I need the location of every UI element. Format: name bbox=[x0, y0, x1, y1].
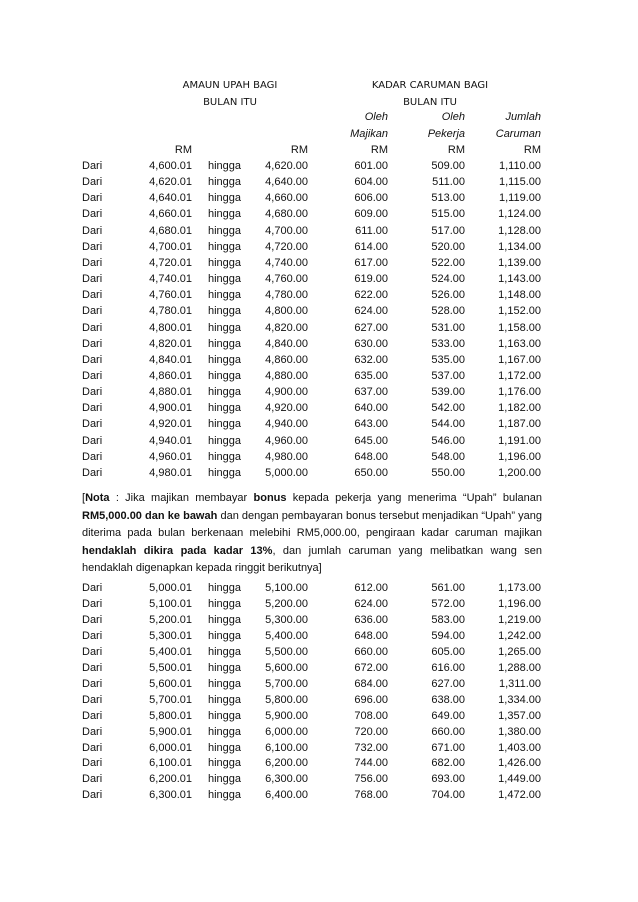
dari-label: Dari bbox=[82, 289, 103, 302]
amount-to: 4,700.00 bbox=[265, 224, 308, 237]
amount-from: 5,700.01 bbox=[149, 693, 192, 706]
amount-to: 4,760.00 bbox=[265, 273, 308, 286]
amount-from: 5,500.01 bbox=[149, 661, 192, 674]
hingga-label: hingga bbox=[208, 402, 242, 415]
pekerja-value: 594.00 bbox=[431, 629, 465, 642]
jumlah-value: 1,148.00 bbox=[498, 289, 541, 302]
hingga-label: hingga bbox=[208, 613, 242, 626]
amount-to: 4,980.00 bbox=[265, 450, 308, 463]
hingga-label: hingga bbox=[208, 693, 242, 706]
amount-to: 4,640.00 bbox=[265, 176, 308, 189]
pekerja-value: 531.00 bbox=[431, 321, 465, 334]
hingga-label: hingga bbox=[208, 450, 242, 463]
table-row bbox=[0, 160, 638, 177]
hingga-label: hingga bbox=[208, 709, 242, 722]
hingga-label: hingga bbox=[208, 369, 242, 382]
majikan-value: 624.00 bbox=[354, 305, 388, 318]
amount-from: 4,640.01 bbox=[149, 192, 192, 205]
jumlah-value: 1,139.00 bbox=[498, 256, 541, 269]
majikan-value: 619.00 bbox=[354, 273, 388, 286]
table-row bbox=[0, 386, 638, 403]
amount-to: 4,680.00 bbox=[265, 208, 308, 221]
table-row bbox=[0, 225, 638, 242]
amount-to: 4,720.00 bbox=[265, 240, 308, 253]
jumlah-value: 1,187.00 bbox=[498, 418, 541, 431]
pekerja-value: 660.00 bbox=[431, 725, 465, 738]
pekerja-value: 546.00 bbox=[431, 434, 465, 447]
pekerja-value: 583.00 bbox=[431, 613, 465, 626]
amount-from: 6,000.01 bbox=[149, 741, 192, 754]
amount-from: 4,980.01 bbox=[149, 466, 192, 479]
pekerja-value: 509.00 bbox=[431, 160, 465, 172]
hingga-label: hingga bbox=[208, 418, 242, 431]
jumlah-value: 1,196.00 bbox=[498, 450, 541, 463]
amount-from: 4,600.01 bbox=[149, 160, 192, 172]
majikan-value: 624.00 bbox=[354, 597, 388, 610]
majikan-value: 645.00 bbox=[354, 434, 388, 447]
dari-label: Dari bbox=[82, 613, 103, 626]
jumlah-value: 1,167.00 bbox=[498, 353, 541, 366]
hingga-label: hingga bbox=[208, 337, 242, 350]
amount-from: 4,880.01 bbox=[149, 386, 192, 399]
majikan-value: 632.00 bbox=[354, 353, 388, 366]
amount-from: 5,100.01 bbox=[149, 597, 192, 610]
jumlah-value: 1,426.00 bbox=[498, 757, 541, 770]
rm-label-majikan: RM bbox=[370, 144, 388, 156]
table-row bbox=[0, 176, 638, 193]
jumlah-value: 1,182.00 bbox=[498, 402, 541, 415]
table-row bbox=[0, 435, 638, 452]
oleh-majikan-label-2: Majikan bbox=[350, 128, 388, 140]
hingga-label: hingga bbox=[208, 757, 242, 770]
jumlah-value: 1,143.00 bbox=[498, 273, 541, 286]
dari-label: Dari bbox=[82, 773, 103, 786]
jumlah-value: 1,334.00 bbox=[498, 693, 541, 706]
amount-from: 4,920.01 bbox=[149, 418, 192, 431]
jumlah-value: 1,163.00 bbox=[498, 337, 541, 350]
amount-to: 5,100.00 bbox=[265, 582, 308, 594]
amount-to: 4,940.00 bbox=[265, 418, 308, 431]
table-row bbox=[0, 305, 638, 322]
table-row bbox=[0, 354, 638, 371]
hingga-label: hingga bbox=[208, 741, 242, 754]
majikan-value: 604.00 bbox=[354, 176, 388, 189]
dari-label: Dari bbox=[82, 677, 103, 690]
majikan-value: 643.00 bbox=[354, 418, 388, 431]
table-row bbox=[0, 598, 638, 615]
table-row bbox=[0, 710, 638, 727]
pekerja-value: 627.00 bbox=[431, 677, 465, 690]
hingga-label: hingga bbox=[208, 224, 242, 237]
table-row bbox=[0, 273, 638, 290]
amount-from: 4,960.01 bbox=[149, 450, 192, 463]
jumlah-value: 1,357.00 bbox=[498, 709, 541, 722]
jumlah-value: 1,110.00 bbox=[498, 160, 541, 172]
dari-label: Dari bbox=[82, 369, 103, 382]
majikan-value: 601.00 bbox=[354, 160, 388, 172]
pekerja-value: 524.00 bbox=[431, 273, 465, 286]
jumlah-value: 1,158.00 bbox=[498, 321, 541, 334]
pekerja-value: 561.00 bbox=[431, 582, 465, 594]
majikan-value: 612.00 bbox=[354, 582, 388, 594]
amount-from: 4,720.01 bbox=[149, 256, 192, 269]
jumlah-value: 1,119.00 bbox=[498, 192, 541, 205]
pekerja-value: 535.00 bbox=[431, 353, 465, 366]
kadar-header-line1: KADAR CARUMAN BAGI bbox=[371, 80, 489, 91]
majikan-value: 637.00 bbox=[354, 386, 388, 399]
note-text-2: : Jika majikan membayar bbox=[109, 492, 254, 504]
amount-from: 4,700.01 bbox=[149, 240, 192, 253]
dari-label: Dari bbox=[82, 386, 103, 399]
majikan-value: 648.00 bbox=[354, 629, 388, 642]
amaun-header-line2: BULAN ITU bbox=[203, 97, 257, 108]
dari-label: Dari bbox=[82, 661, 103, 674]
dari-label: Dari bbox=[82, 160, 103, 172]
note-text-4: dan dengan pembayaran bonus tersebut menjadikan “Upah” yang diterima pada bulan berkenaan melebihi RM5,000.00, pengiraan kadar caruman majikan bbox=[82, 509, 542, 540]
hingga-label: hingga bbox=[208, 773, 242, 786]
amount-to: 4,900.00 bbox=[265, 386, 308, 399]
dari-label: Dari bbox=[82, 273, 103, 286]
hingga-label: hingga bbox=[208, 176, 242, 189]
dari-label: Dari bbox=[82, 645, 103, 658]
amount-from: 6,200.01 bbox=[149, 773, 192, 786]
amount-to: 5,600.00 bbox=[265, 661, 308, 674]
amount-to: 4,620.00 bbox=[265, 160, 308, 172]
hingga-label: hingga bbox=[208, 240, 242, 253]
jumlah-value: 1,115.00 bbox=[498, 176, 541, 189]
hingga-label: hingga bbox=[208, 597, 242, 610]
dari-label: Dari bbox=[82, 305, 103, 318]
jumlah-value: 1,265.00 bbox=[498, 645, 541, 658]
jumlah-value: 1,173.00 bbox=[498, 582, 541, 594]
hingga-label: hingga bbox=[208, 725, 242, 738]
dari-label: Dari bbox=[82, 725, 103, 738]
amount-from: 5,900.01 bbox=[149, 725, 192, 738]
jumlah-value: 1,311.00 bbox=[498, 677, 541, 690]
table-row bbox=[0, 773, 638, 790]
hingga-label: hingga bbox=[208, 386, 242, 399]
amount-to: 5,900.00 bbox=[265, 709, 308, 722]
table-row bbox=[0, 582, 638, 599]
hingga-label: hingga bbox=[208, 582, 242, 594]
hingga-label: hingga bbox=[208, 661, 242, 674]
amount-to: 5,800.00 bbox=[265, 693, 308, 706]
jumlah-value: 1,472.00 bbox=[498, 789, 541, 802]
hingga-label: hingga bbox=[208, 192, 242, 205]
hingga-label: hingga bbox=[208, 353, 242, 366]
dari-label: Dari bbox=[82, 709, 103, 722]
jumlah-value: 1,152.00 bbox=[498, 305, 541, 318]
majikan-value: 609.00 bbox=[354, 208, 388, 221]
amount-from: 4,740.01 bbox=[149, 273, 192, 286]
oleh-pekerja-label-1: Oleh bbox=[441, 111, 465, 123]
table-row bbox=[0, 402, 638, 419]
amount-to: 4,780.00 bbox=[265, 289, 308, 302]
pekerja-value: 522.00 bbox=[431, 256, 465, 269]
dari-label: Dari bbox=[82, 597, 103, 610]
hingga-label: hingga bbox=[208, 289, 242, 302]
jumlah-value: 1,124.00 bbox=[498, 208, 541, 221]
table-row bbox=[0, 757, 638, 774]
table-row bbox=[0, 241, 638, 258]
rm-label-jumlah: RM bbox=[523, 144, 541, 156]
amount-from: 4,940.01 bbox=[149, 434, 192, 447]
pekerja-value: 693.00 bbox=[431, 773, 465, 786]
jumlah-value: 1,128.00 bbox=[498, 224, 541, 237]
pekerja-value: 520.00 bbox=[431, 240, 465, 253]
majikan-value: 672.00 bbox=[354, 661, 388, 674]
rm-label-to: RM bbox=[290, 144, 308, 156]
amount-to: 5,000.00 bbox=[265, 466, 308, 479]
dari-label: Dari bbox=[82, 353, 103, 366]
note-bold-rate: hendaklah dikira pada kadar 13% bbox=[82, 544, 273, 557]
dari-label: Dari bbox=[82, 321, 103, 334]
amount-from: 5,200.01 bbox=[149, 613, 192, 626]
table-row bbox=[0, 614, 638, 631]
amount-from: 6,300.01 bbox=[149, 789, 192, 802]
pekerja-value: 671.00 bbox=[431, 741, 465, 754]
rm-label-pekerja: RM bbox=[447, 144, 465, 156]
table-row bbox=[0, 694, 638, 711]
jumlah-value: 1,196.00 bbox=[498, 597, 541, 610]
jumlah-value: 1,200.00 bbox=[498, 466, 541, 479]
amount-from: 4,620.01 bbox=[149, 176, 192, 189]
pekerja-value: 616.00 bbox=[431, 661, 465, 674]
note-text-3: kepada pekerja yang menerima “Upah” bulanan bbox=[286, 492, 542, 504]
hingga-label: hingga bbox=[208, 160, 242, 172]
majikan-value: 627.00 bbox=[354, 321, 388, 334]
table-row bbox=[0, 789, 638, 806]
amount-to: 4,920.00 bbox=[265, 402, 308, 415]
majikan-value: 640.00 bbox=[354, 402, 388, 415]
majikan-value: 660.00 bbox=[354, 645, 388, 658]
table-row bbox=[0, 338, 638, 355]
oleh-pekerja-label-2: Pekerja bbox=[427, 128, 465, 140]
dari-label: Dari bbox=[82, 693, 103, 706]
amount-from: 5,000.01 bbox=[149, 582, 192, 594]
dari-label: Dari bbox=[82, 466, 103, 479]
majikan-value: 614.00 bbox=[354, 240, 388, 253]
amount-to: 4,800.00 bbox=[265, 305, 308, 318]
table-row bbox=[0, 726, 638, 743]
amount-from: 6,100.01 bbox=[149, 757, 192, 770]
majikan-value: 684.00 bbox=[354, 677, 388, 690]
majikan-value: 622.00 bbox=[354, 289, 388, 302]
note-bold-bonus: bonus bbox=[253, 492, 287, 504]
amount-to: 4,820.00 bbox=[265, 321, 308, 334]
hingga-label: hingga bbox=[208, 645, 242, 658]
bonus-note bbox=[82, 490, 542, 578]
pekerja-value: 515.00 bbox=[431, 208, 465, 221]
amaun-header-line1: AMAUN UPAH BAGI bbox=[182, 80, 278, 91]
amount-from: 4,860.01 bbox=[149, 369, 192, 382]
majikan-value: 720.00 bbox=[354, 725, 388, 738]
dari-label: Dari bbox=[82, 741, 103, 754]
amount-from: 4,760.01 bbox=[149, 289, 192, 302]
majikan-value: 617.00 bbox=[354, 256, 388, 269]
majikan-value: 756.00 bbox=[354, 773, 388, 786]
dari-label: Dari bbox=[82, 434, 103, 447]
pekerja-value: 544.00 bbox=[431, 418, 465, 431]
jumlah-value: 1,172.00 bbox=[498, 369, 541, 382]
note-text-5: , dan jumlah caruman yang melibatkan wang sen hendaklah digenapkan kepada ringgit berikutnya] bbox=[82, 544, 542, 575]
amount-to: 5,500.00 bbox=[265, 645, 308, 658]
pekerja-value: 548.00 bbox=[431, 450, 465, 463]
hingga-label: hingga bbox=[208, 256, 242, 269]
dari-label: Dari bbox=[82, 256, 103, 269]
dari-label: Dari bbox=[82, 757, 103, 770]
amount-from: 4,680.01 bbox=[149, 224, 192, 237]
dari-label: Dari bbox=[82, 582, 103, 594]
amount-from: 4,800.01 bbox=[149, 321, 192, 334]
table-row bbox=[0, 467, 638, 484]
amount-to: 4,880.00 bbox=[265, 369, 308, 382]
table-row bbox=[0, 370, 638, 387]
amount-to: 5,400.00 bbox=[265, 629, 308, 642]
pekerja-value: 517.00 bbox=[431, 224, 465, 237]
majikan-value: 606.00 bbox=[354, 192, 388, 205]
pekerja-value: 704.00 bbox=[431, 789, 465, 802]
pekerja-value: 537.00 bbox=[431, 369, 465, 382]
amount-from: 5,600.01 bbox=[149, 677, 192, 690]
pekerja-value: 542.00 bbox=[431, 402, 465, 415]
jumlah-value: 1,191.00 bbox=[498, 434, 541, 447]
pekerja-value: 511.00 bbox=[432, 176, 465, 189]
hingga-label: hingga bbox=[208, 466, 242, 479]
pekerja-value: 605.00 bbox=[431, 645, 465, 658]
jumlah-value: 1,134.00 bbox=[498, 240, 541, 253]
hingga-label: hingga bbox=[208, 789, 242, 802]
dari-label: Dari bbox=[82, 208, 103, 221]
hingga-label: hingga bbox=[208, 321, 242, 334]
majikan-value: 635.00 bbox=[354, 369, 388, 382]
pekerja-value: 638.00 bbox=[431, 693, 465, 706]
amount-from: 4,820.01 bbox=[149, 337, 192, 350]
jumlah-value: 1,288.00 bbox=[498, 661, 541, 674]
amount-to: 4,860.00 bbox=[265, 353, 308, 366]
table-row bbox=[0, 678, 638, 695]
amount-from: 4,780.01 bbox=[149, 305, 192, 318]
amount-to: 4,660.00 bbox=[265, 192, 308, 205]
pekerja-value: 550.00 bbox=[431, 466, 465, 479]
jumlah-caruman-label-1: Jumlah bbox=[505, 111, 541, 123]
dari-label: Dari bbox=[82, 176, 103, 189]
dari-label: Dari bbox=[82, 789, 103, 802]
majikan-value: 768.00 bbox=[354, 789, 388, 802]
dari-label: Dari bbox=[82, 402, 103, 415]
amount-to: 6,400.00 bbox=[265, 789, 308, 802]
majikan-value: 630.00 bbox=[354, 337, 388, 350]
pekerja-value: 649.00 bbox=[431, 709, 465, 722]
amount-to: 6,000.00 bbox=[265, 725, 308, 738]
dari-label: Dari bbox=[82, 192, 103, 205]
pekerja-value: 539.00 bbox=[431, 386, 465, 399]
hingga-label: hingga bbox=[208, 305, 242, 318]
pekerja-value: 513.00 bbox=[431, 192, 465, 205]
hingga-label: hingga bbox=[208, 208, 242, 221]
note-text-1: [ bbox=[82, 492, 86, 504]
amount-to: 4,960.00 bbox=[265, 434, 308, 447]
majikan-value: 708.00 bbox=[354, 709, 388, 722]
amount-from: 5,400.01 bbox=[149, 645, 192, 658]
majikan-value: 744.00 bbox=[354, 757, 388, 770]
jumlah-value: 1,380.00 bbox=[498, 725, 541, 738]
dari-label: Dari bbox=[82, 629, 103, 642]
pekerja-value: 526.00 bbox=[431, 289, 465, 302]
amount-from: 5,300.01 bbox=[149, 629, 192, 642]
pekerja-value: 572.00 bbox=[431, 597, 465, 610]
majikan-value: 732.00 bbox=[354, 741, 388, 754]
table-row bbox=[0, 662, 638, 679]
hingga-label: hingga bbox=[208, 677, 242, 690]
amount-to: 5,200.00 bbox=[265, 597, 308, 610]
table-row bbox=[0, 630, 638, 647]
dari-label: Dari bbox=[82, 240, 103, 253]
table-row bbox=[0, 208, 638, 225]
amount-from: 5,800.01 bbox=[149, 709, 192, 722]
oleh-majikan-label-1: Oleh bbox=[364, 111, 388, 123]
amount-to: 4,740.00 bbox=[265, 256, 308, 269]
table-row bbox=[0, 257, 638, 274]
jumlah-caruman-label-2: Caruman bbox=[495, 128, 541, 140]
amount-to: 5,700.00 bbox=[265, 677, 308, 690]
amount-to: 6,200.00 bbox=[265, 757, 308, 770]
dari-label: Dari bbox=[82, 224, 103, 237]
hingga-label: hingga bbox=[208, 273, 242, 286]
table-row bbox=[0, 289, 638, 306]
hingga-label: hingga bbox=[208, 434, 242, 447]
note-bold-nota: Nota bbox=[85, 492, 110, 504]
dari-label: Dari bbox=[82, 418, 103, 431]
dari-label: Dari bbox=[82, 450, 103, 463]
dari-label: Dari bbox=[82, 337, 103, 350]
rm-label-from: RM bbox=[174, 144, 192, 156]
table-row bbox=[0, 742, 638, 759]
table-row bbox=[0, 418, 638, 435]
jumlah-value: 1,449.00 bbox=[498, 773, 541, 786]
pekerja-value: 528.00 bbox=[431, 305, 465, 318]
pekerja-value: 682.00 bbox=[431, 757, 465, 770]
amount-to: 6,300.00 bbox=[265, 773, 308, 786]
amount-from: 4,900.01 bbox=[149, 402, 192, 415]
jumlah-value: 1,242.00 bbox=[498, 629, 541, 642]
majikan-value: 650.00 bbox=[354, 466, 388, 479]
amount-to: 5,300.00 bbox=[265, 613, 308, 626]
jumlah-value: 1,176.00 bbox=[498, 386, 541, 399]
table-row bbox=[0, 646, 638, 663]
majikan-value: 696.00 bbox=[354, 693, 388, 706]
majikan-value: 636.00 bbox=[354, 613, 388, 626]
jumlah-value: 1,403.00 bbox=[498, 741, 541, 754]
hingga-label: hingga bbox=[208, 629, 242, 642]
table-row bbox=[0, 192, 638, 209]
jumlah-value: 1,219.00 bbox=[498, 613, 541, 626]
amount-to: 6,100.00 bbox=[265, 741, 308, 754]
majikan-value: 611.00 bbox=[355, 224, 388, 237]
pekerja-value: 533.00 bbox=[431, 337, 465, 350]
table-row bbox=[0, 322, 638, 339]
amount-to: 4,840.00 bbox=[265, 337, 308, 350]
note-bold-threshold: RM5,000.00 dan ke bawah bbox=[82, 509, 218, 522]
kadar-header-line2: BULAN ITU bbox=[403, 97, 457, 108]
amount-from: 4,660.01 bbox=[149, 208, 192, 221]
table-row bbox=[0, 451, 638, 468]
amount-from: 4,840.01 bbox=[149, 353, 192, 366]
majikan-value: 648.00 bbox=[354, 450, 388, 463]
